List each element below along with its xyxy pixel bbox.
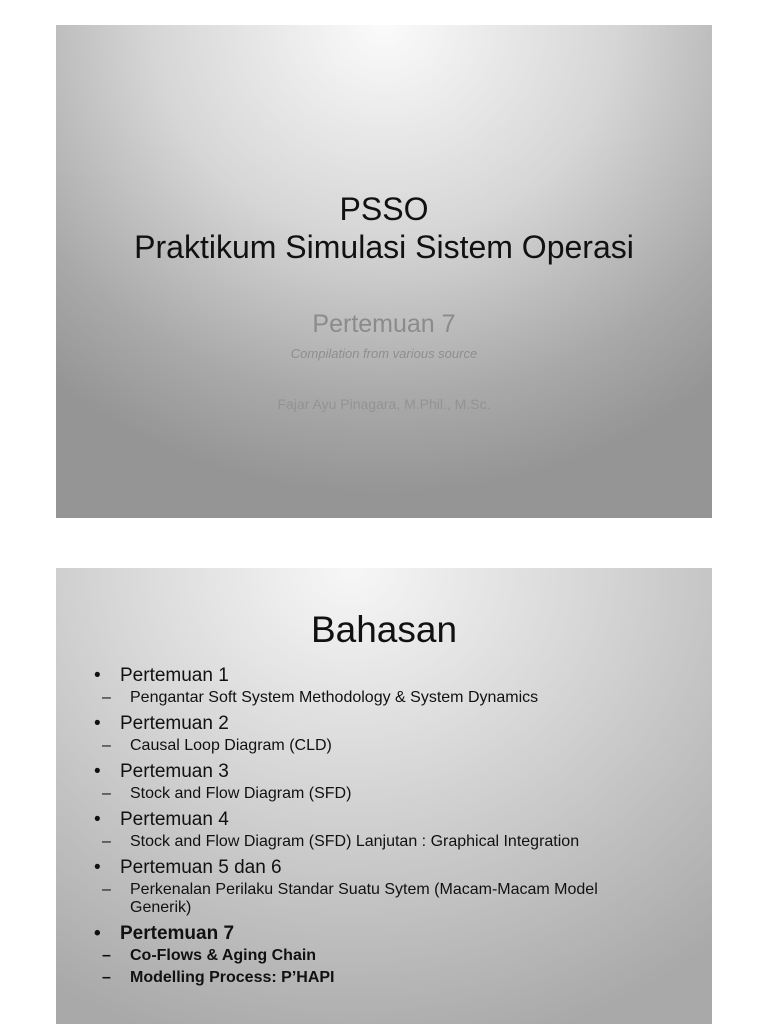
agenda-subitem [102,689,694,707]
dash-icon: – [102,947,111,964]
agenda-subitem-label: Co-Flows & Aging Chain [130,947,317,964]
agenda-list [94,665,694,991]
dash-icon: – [102,833,111,850]
agenda-title: Bahasan [310,609,458,650]
dash-icon: – [102,785,111,802]
agenda-subitem-label: Pengantar Soft System Methodology & System Dynamics [130,689,539,706]
dash-icon: – [102,737,111,754]
title-slide [56,25,712,518]
bullet-icon: • [94,809,101,830]
dash-icon: – [102,969,111,986]
agenda-item-label: Pertemuan 5 dan 6 [120,857,282,878]
slide-title [56,190,712,266]
agenda-subitem [102,785,694,803]
author-name: Fajar Ayu Pinagara, M.Phil., M.Sc. [277,396,491,412]
agenda-item [94,857,694,879]
dash-icon: – [102,689,111,706]
bullet-icon: • [94,713,101,734]
title-line-1: PSSO [339,191,429,227]
agenda-subitem [102,737,694,755]
compilation-note: Compilation from various source [290,346,478,361]
bullet-icon: • [94,923,101,944]
agenda-item-current [94,923,694,945]
agenda-item-label: Pertemuan 1 [120,665,229,686]
agenda-item-label: Pertemuan 3 [120,761,229,782]
dash-icon: – [102,881,111,898]
agenda-item-label: Pertemuan 7 [120,923,235,944]
bullet-icon: • [94,857,101,878]
bullet-icon: • [94,665,101,686]
agenda-subitem-label: Causal Loop Diagram (CLD) [130,737,332,754]
agenda-item-label: Pertemuan 2 [120,713,229,734]
agenda-subitem-label: Modelling Process: P’HAPI [130,969,335,986]
agenda-subitem-label: Stock and Flow Diagram (SFD) Lanjutan : Graphical Integration [130,833,580,850]
agenda-subitem [102,947,694,965]
agenda-subitem-label: Stock and Flow Diagram (SFD) [130,785,352,802]
agenda-item [94,665,694,687]
agenda-subitem [102,969,694,987]
agenda-item [94,761,694,783]
agenda-subitem [102,881,600,917]
agenda-item [94,809,694,831]
agenda-item [94,713,694,735]
slide-subtitle: Pertemuan 7 [312,310,456,338]
agenda-slide [56,568,712,1024]
bullet-icon: • [94,761,101,782]
agenda-item-label: Pertemuan 4 [120,809,229,830]
agenda-subitem [102,833,694,851]
agenda-subitem-label: Perkenalan Perilaku Standar Suatu Sytem (Macam-Macam Model Generik) [130,881,598,916]
title-line-2: Praktikum Simulasi Sistem Operasi [134,229,634,265]
